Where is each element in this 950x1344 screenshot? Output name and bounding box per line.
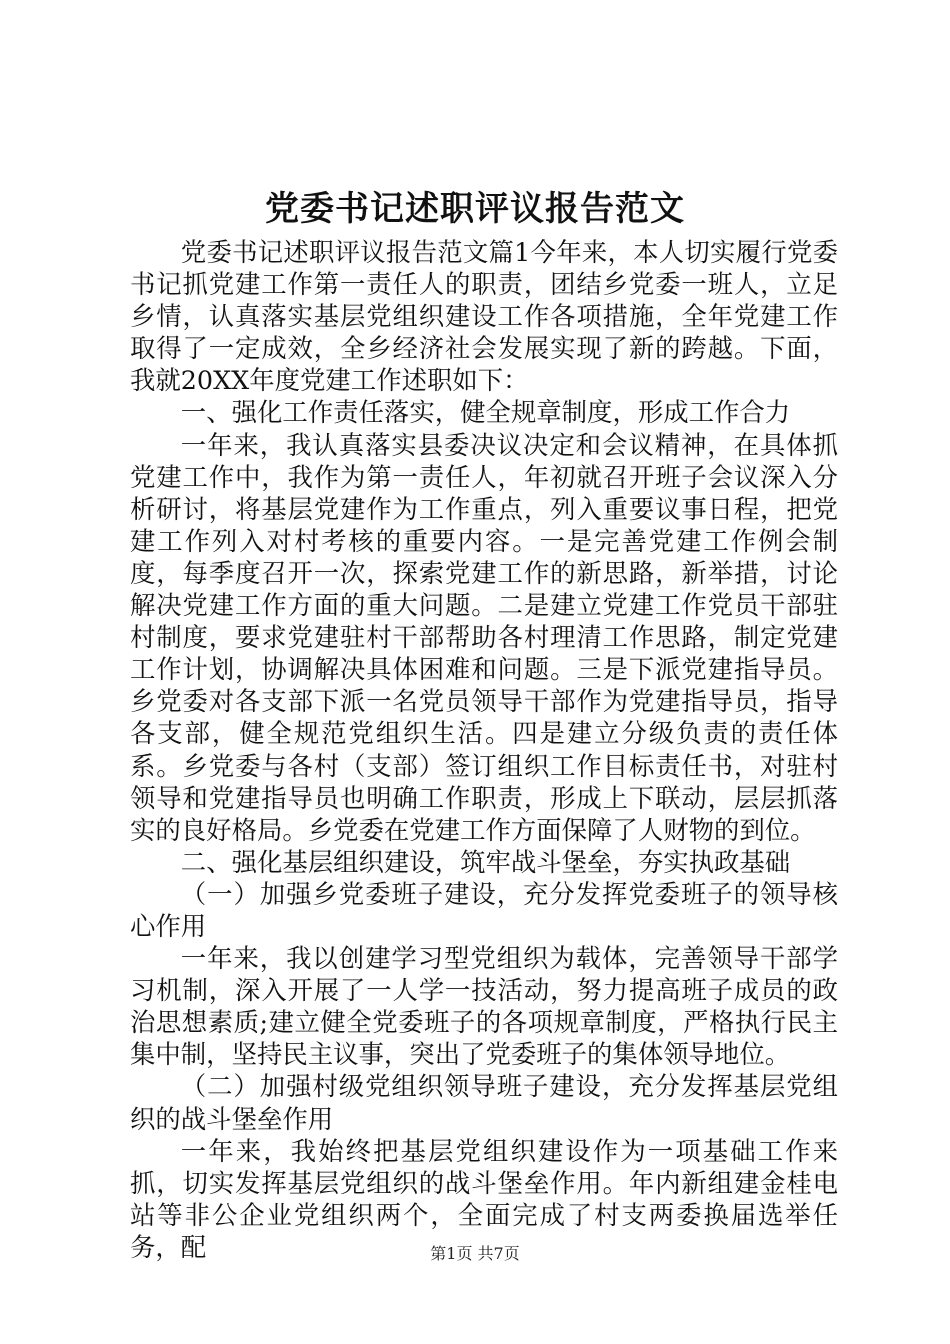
- subsection-heading-1: （一）加强乡党委班子建设，充分发挥党委班子的领导核心作用: [130, 878, 838, 941]
- page-footer: 第1页 共7页: [430, 1244, 520, 1263]
- document-title: 党委书记述职评议报告范文: [265, 189, 685, 229]
- paragraph-subsection-1: 一年来，我以创建学习型党组织为载体，完善领导干部学习机制，深入开展了一人学一技活动，努力提高班子成员的政治思想素质;建立健全党委班子的各项规章制度，严格执行民主集中制，坚持民主议事，突出了党委班子的集体领导地位。: [130, 943, 838, 1070]
- paragraph-subsection-2: 一年来，我始终把基层党组织建设作为一项基础工作来抓，切实发挥基层党组织的战斗堡垒作用。年内新组建金桂电站等非公企业党组织两个，全面完成了村支两委换届选举任务，配: [130, 1135, 838, 1262]
- section-heading-2: 二、强化基层组织建设，筑牢战斗堡垒，夯实执政基础: [180, 846, 791, 877]
- section-heading-1: 一、强化工作责任落实，健全规章制度，形成工作合力: [180, 397, 791, 428]
- paragraph-section-1: 一年来，我认真落实县委决议决定和会议精神，在具体抓党建工作中，我作为第一责任人，年初就召开班子会议深入分析研讨，将基层党建作为工作重点，列入重要议事日程，把党建工作列入对村考核的重要内容。一是完善党建工作例会制度，每季度召开一次，探索党建工作的新思路，新举措，讨论解决党建工作方面的重大问题。二是建立党建工作党员干部驻村制度，要求党建驻村干部帮助各村理清工作思路，制定党建工作计划，协调解决具体困难和问题。三是下派党建指导员。乡党委对各支部下派一名党员领导干部作为党建指导员，指导各支部，健全规范党组织生活。四是建立分级负责的责任体系。乡党委与各村（支部）签订组织工作目标责任书，对驻村领导和党建指导员也明确工作职责，形成上下联动，层层抓落实的良好格局。乡党委在党建工作方面保障了人财物的到位。: [130, 429, 838, 845]
- paragraph-intro: 党委书记述职评议报告范文篇1今年来，本人切实履行党委书记抓党建工作第一责任人的职责，团结乡党委一班人，立足乡情，认真落实基层党组织建设工作各项措施，全年党建工作取得了一定成效，全乡经济社会发展实现了新的跨越。下面，我就20XX年度党建工作述职如下：: [130, 237, 838, 396]
- subsection-heading-2: （二）加强村级党组织领导班子建设，充分发挥基层党组织的战斗堡垒作用: [130, 1071, 838, 1134]
- document-body: [130, 236, 838, 1263]
